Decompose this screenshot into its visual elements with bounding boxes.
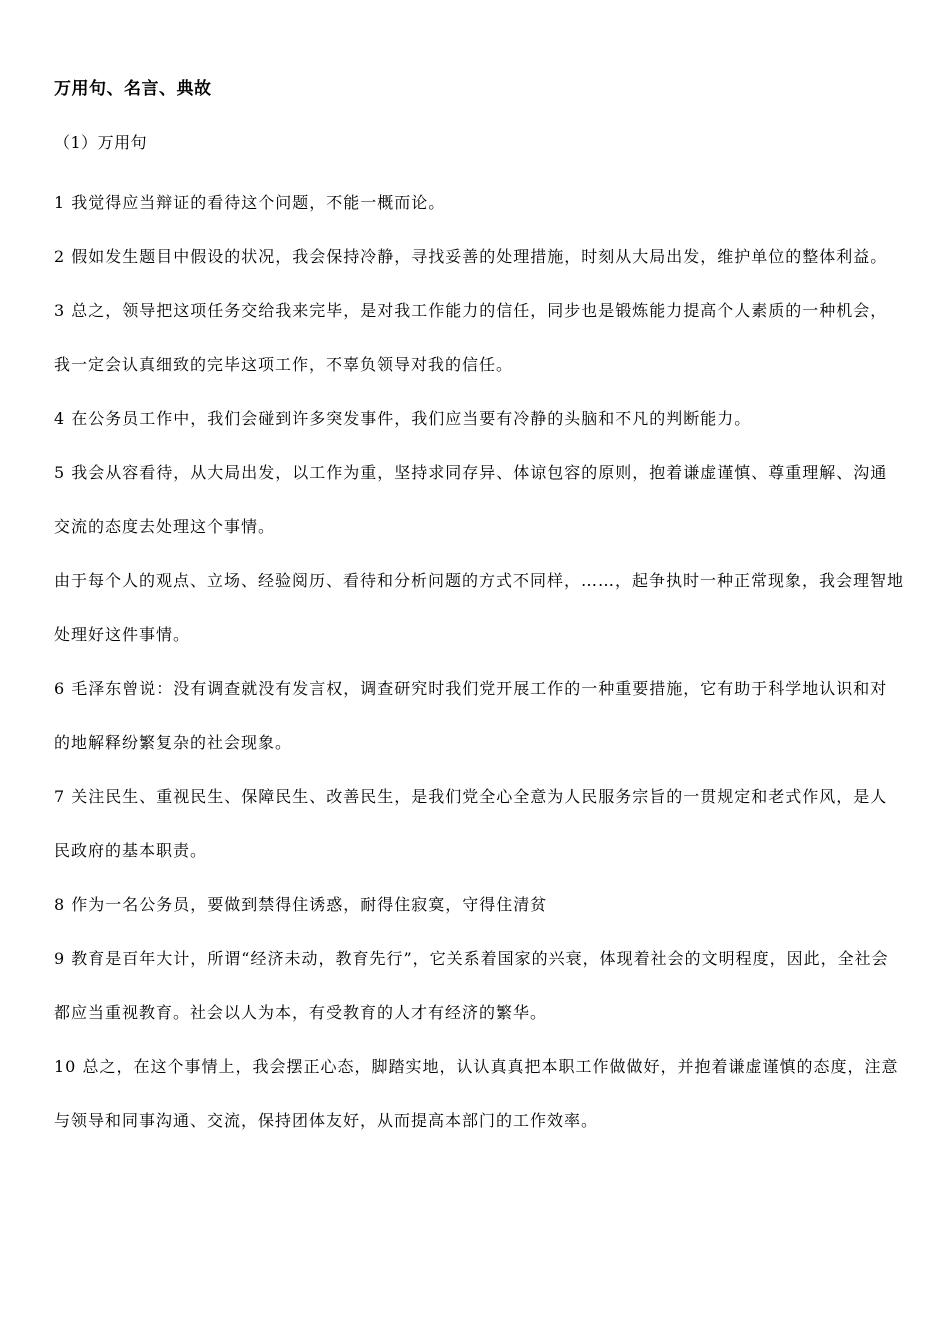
paragraph-list bbox=[54, 176, 904, 1148]
paragraph: 3 总之，领导把这项任务交给我来完毕，是对我工作能力的信任，同步也是锻炼能力提高个人素质的一种机会，我一定会认真细致的完毕这项工作，不辜负领导对我的信任。 bbox=[54, 301, 888, 374]
paragraph: 7 关注民生、重视民生、保障民生、改善民生，是我们党全心全意为人民服务宗旨的一贯规定和老式作风，是人民政府的基本职责。 bbox=[54, 787, 888, 860]
paragraph: 由于每个人的观点、立场、经验阅历、看待和分析问题的方式不同样，……，起争执时一种正常现象，我会理智地处理好这件事情。 bbox=[54, 571, 905, 644]
paragraph: 2 假如发生题目中假设的状况，我会保持冷静，寻找妥善的处理措施，时刻从大局出发，维护单位的整体利益。 bbox=[54, 247, 888, 266]
paragraph: 8 作为一名公务员，要做到禁得住诱惑，耐得住寂寞，守得住清贫 bbox=[54, 895, 548, 914]
document-title: 万用句、名言、典故 bbox=[54, 79, 212, 99]
paragraph: 5 我会从容看待，从大局出发，以工作为重，坚持求同存异、体谅包容的原则，抱着谦虚谨慎、尊重理解、沟通交流的态度去处理这个事情。 bbox=[54, 463, 888, 536]
paragraph: 4 在公务员工作中，我们会碰到许多突发事件，我们应当要有冷静的头脑和不凡的判断能力。 bbox=[54, 409, 752, 428]
paragraph: 9 教育是百年大计，所谓“经济未动，教育先行”，它关系着国家的兴衰，体现着社会的文明程度，因此，全社会都应当重视教育。社会以人为本，有受教育的人才有经济的繁华。 bbox=[54, 949, 889, 1022]
paragraph: 10 总之，在这个事情上，我会摆正心态，脚踏实地，认认真真把本职工作做做好，并抱着谦虚谨慎的态度，注意与领导和同事沟通、交流，保持团体友好，从而提高本部门的工作效率。 bbox=[54, 1057, 899, 1130]
paragraph: 6 毛泽东曾说：没有调查就没有发言权，调查研究时我们党开展工作的一种重要措施，它有助于科学地认识和对的地解释纷繁复杂的社会现象。 bbox=[54, 679, 888, 752]
paragraph: 1 我觉得应当辩证的看待这个问题，不能一概而论。 bbox=[54, 193, 446, 212]
section-heading: （1）万用句 bbox=[54, 133, 148, 152]
